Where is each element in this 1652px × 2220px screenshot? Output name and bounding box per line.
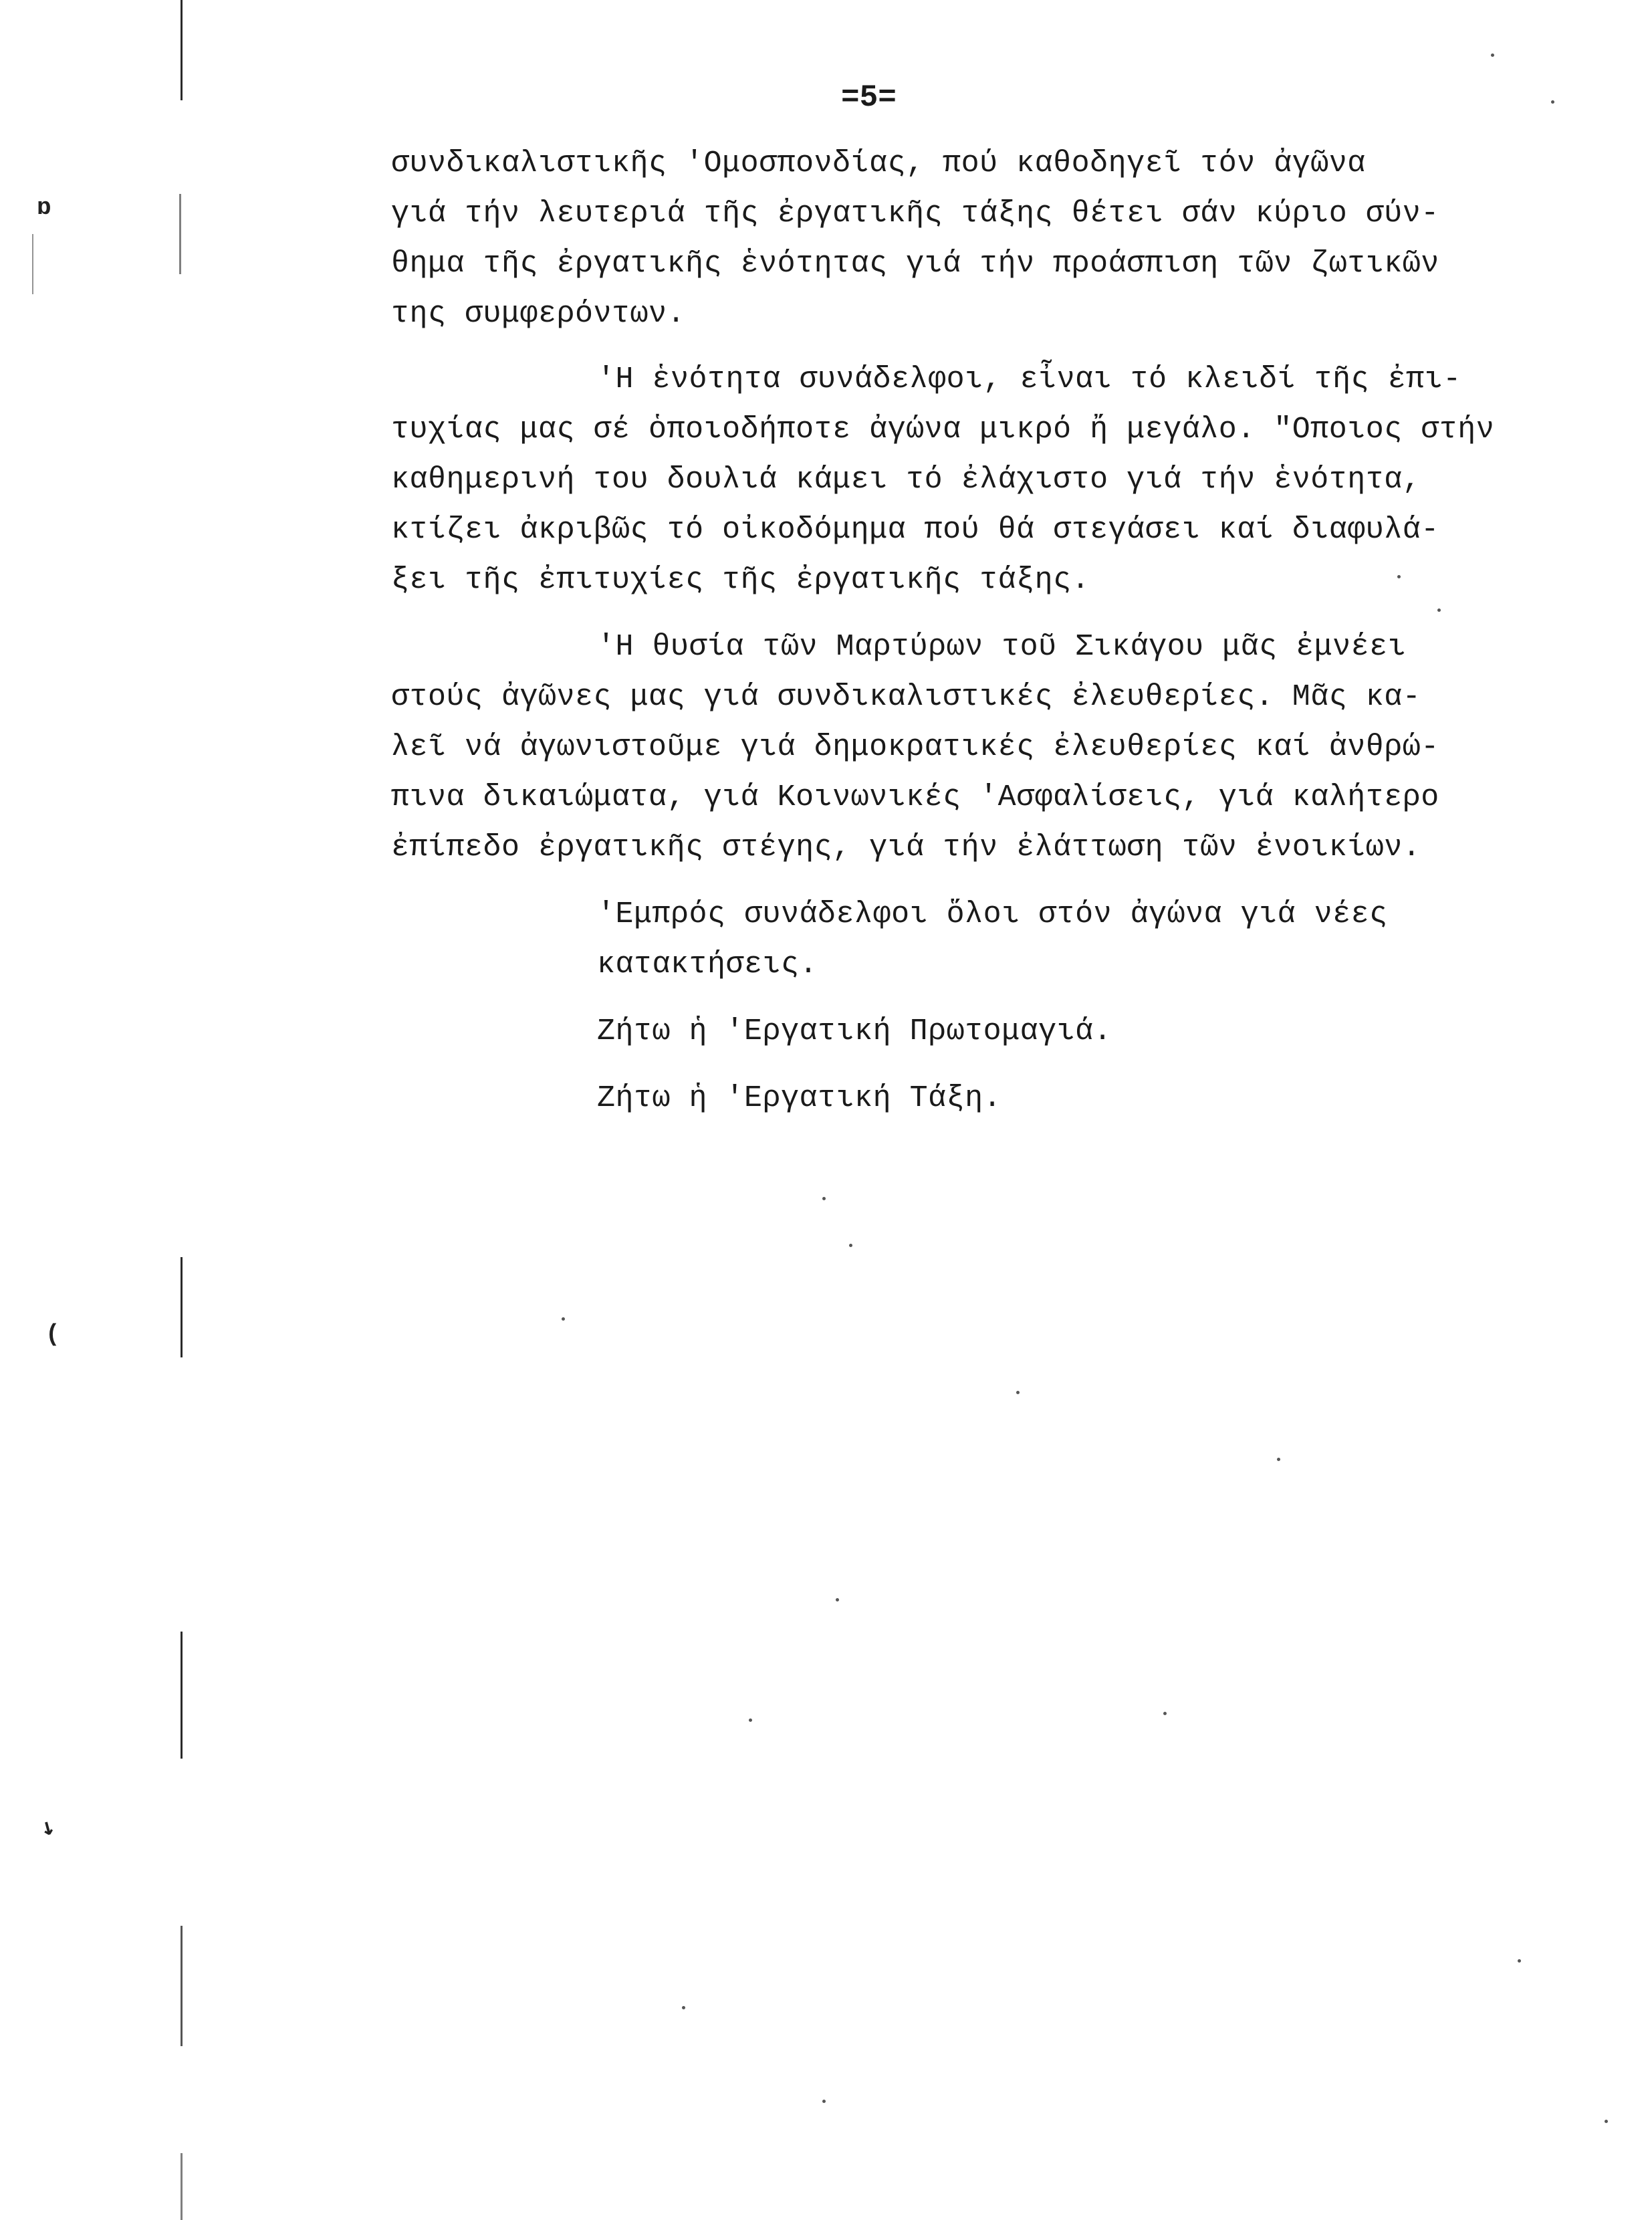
scan-speck bbox=[822, 1197, 826, 1200]
text-line: 'Η ἑνότητα συνάδελφοι, εἶναι τό κλειδί τῆς ἐπι- bbox=[597, 362, 1461, 397]
scan-speck bbox=[1163, 1712, 1167, 1715]
scan-speck bbox=[822, 2100, 826, 2103]
text-line: 'Η θυσία τῶν Μαρτύρων τοῦ Σικάγου μᾶς ἐμνέει bbox=[597, 630, 1407, 664]
scan-speck bbox=[1518, 1959, 1521, 1963]
scan-speck bbox=[1551, 100, 1554, 104]
text-line: συνδικαλιστικῆς 'Ομοσπονδίας, πού καθοδηγεῖ τόν ἀγῶνα bbox=[391, 146, 1366, 181]
scan-speck bbox=[749, 1718, 752, 1722]
scan-speck bbox=[1397, 575, 1401, 578]
margin-rule bbox=[181, 1632, 183, 1759]
text-line: θημα τῆς ἐργατικῆς ἑνότητας γιά τήν προάσπιση τῶν ζωτικῶν bbox=[391, 247, 1439, 281]
scan-speck bbox=[682, 2006, 685, 2009]
margin-rule bbox=[181, 1257, 183, 1357]
text-line: στούς ἀγῶνες μας γιά συνδικαλιστικές ἐλευθερίες. Μᾶς κα- bbox=[391, 680, 1421, 714]
text-line: καθημερινή του δουλιά κάμει τό ἐλάχιστο γιά τήν ἑνότητα, bbox=[391, 463, 1421, 497]
text-line: κτίζει ἀκριβῶς τό οἰκοδόμημα πού θά στεγάσει καί διαφυλά- bbox=[391, 513, 1439, 547]
margin-rule bbox=[179, 194, 181, 274]
scan-speck bbox=[1277, 1458, 1280, 1461]
text-line: κατακτήσεις. bbox=[597, 948, 818, 982]
page-number: =5= bbox=[841, 80, 897, 115]
text-line: γιά τήν λευτεριά τῆς ἐργατικῆς τάξης θέτει σάν κύριο σύν- bbox=[391, 197, 1439, 231]
margin-rule bbox=[181, 0, 183, 100]
scan-speck bbox=[1437, 608, 1441, 612]
text-line: της συμφερόντων. bbox=[391, 297, 686, 331]
slogan-line: Ζήτω ἡ 'Εργατική Πρωτομαγιά. bbox=[597, 1014, 1112, 1048]
scan-speck bbox=[562, 1317, 565, 1321]
scan-speck bbox=[1016, 1391, 1020, 1394]
margin-mark: ↘ bbox=[35, 1811, 62, 1843]
slogan-line: Ζήτω ἡ 'Εργατική Τάξη. bbox=[597, 1081, 1002, 1115]
margin-mark: ( bbox=[45, 1321, 60, 1348]
text-line: 'Εμπρός συνάδελφοι ὅλοι στόν ἀγώνα γιά νέες bbox=[597, 897, 1388, 931]
text-line: πινα δικαιώματα, γιά Κοινωνικές 'Ασφαλίσεις, γιά καλήτερο bbox=[391, 780, 1439, 814]
text-line: ξει τῆς ἐπιτυχίες τῆς ἐργατικῆς τάξης. bbox=[391, 563, 1090, 597]
scan-speck bbox=[1605, 2120, 1608, 2123]
scan-speck bbox=[836, 1598, 839, 1601]
text-line: λεῖ νά ἀγωνιστοῦμε γιά δημοκρατικές ἐλευθερίες καί ἀνθρώ- bbox=[391, 730, 1439, 764]
text-line: ἐπίπεδο ἐργατικῆς στέγης, γιά τήν ἐλάττωση τῶν ἐνοικίων. bbox=[391, 830, 1421, 865]
margin-rule bbox=[181, 2153, 183, 2220]
margin-mark: ɒ bbox=[37, 194, 51, 221]
margin-rule bbox=[181, 1926, 183, 2046]
text-line: τυχίας μας σέ ὁποιοδήποτε ἀγώνα μικρό ἤ μεγάλο. "Οποιος στήν bbox=[391, 413, 1495, 447]
margin-rule bbox=[32, 234, 33, 294]
scan-speck bbox=[1491, 53, 1494, 57]
scan-speck bbox=[849, 1244, 852, 1247]
